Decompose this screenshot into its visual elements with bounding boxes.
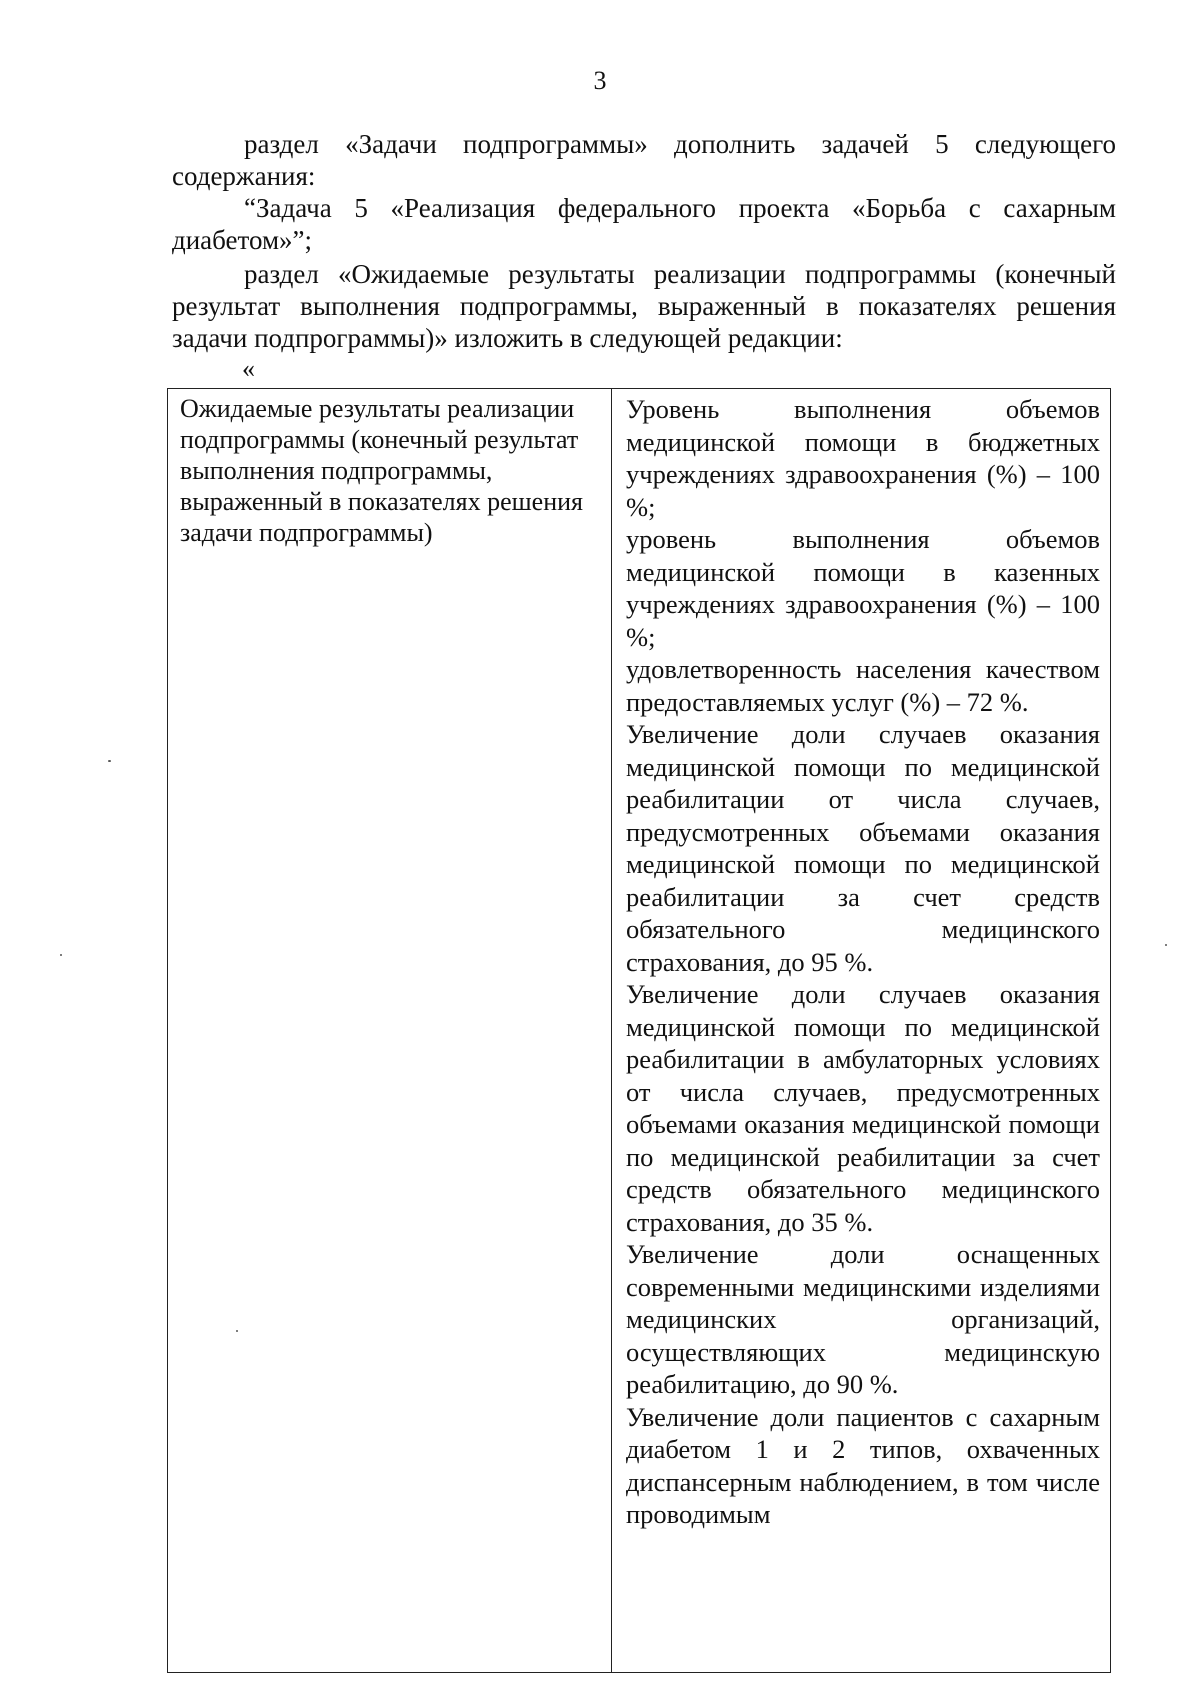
table-right-cell (612, 389, 1110, 1672)
paragraph-task-5: “Задача 5 «Реализация федерального проекта «Борьба с сахарным диабетом»”; (172, 193, 1116, 255)
paragraph-tasks: раздел «Задачи подпрограммы» дополнить задачей 5 следующего содержания: (172, 129, 1116, 191)
result-item: Увеличение доли оснащенных современными медицинскими изделиями медицинских организаций, осуществляющих медицинскую реабилитацию, до 90 %. (626, 1239, 1100, 1399)
scan-speck (60, 954, 62, 956)
result-item: Увеличение доли случаев оказания медицинской помощи по медицинской реабилитации в амбулаторных условиях от числа случаев, предусмотренных объемами оказания медицинской помощи по медицинской реабилитации за счет средств обязательного медицинского страхования, до 35 %. (626, 979, 1100, 1237)
results-table (167, 388, 1111, 1673)
result-item: Увеличение доли случаев оказания медицинской помощи по медицинской реабилитации от числа случаев, предусмотренных объемами оказания медицинской помощи по медицинской реабилитации за счет средств обязательного медицинского страхования, до 95 %. (626, 719, 1100, 977)
scan-speck (1165, 944, 1167, 946)
result-item: Уровень выполнения объемов медицинской помощи в бюджетных учреждениях здравоохранения (%) – 100 %; (626, 394, 1100, 522)
paragraph-expected-results: раздел «Ожидаемые результаты реализации подпрограммы (конечный результат выполнения подпрограммы, выраженный в показателях решения задачи подпрограммы)» изложить в следующей редакции: (172, 259, 1116, 353)
page-number: 3 (593, 66, 607, 95)
scan-speck (108, 760, 111, 762)
result-item: удовлетворенность населения качеством предоставляемых услуг (%) – 72 %. (626, 654, 1100, 717)
result-item: Увеличение доли пациентов с сахарным диабетом 1 и 2 типов, охваченных диспансерным наблюдением, в том числе проводимым (626, 1401, 1100, 1529)
table-left-cell: Ожидаемые результаты реализации подпрограммы (конечный результат выполнения подпрограммы, выраженный в показателях решения задачи подпрограммы) (168, 389, 612, 1672)
scan-speck (236, 1330, 238, 1332)
opening-quote: « (242, 354, 255, 383)
result-item: уровень выполнения объемов медицинской помощи в казенных учреждениях здравоохранения (%) – 100 %; (626, 524, 1100, 652)
